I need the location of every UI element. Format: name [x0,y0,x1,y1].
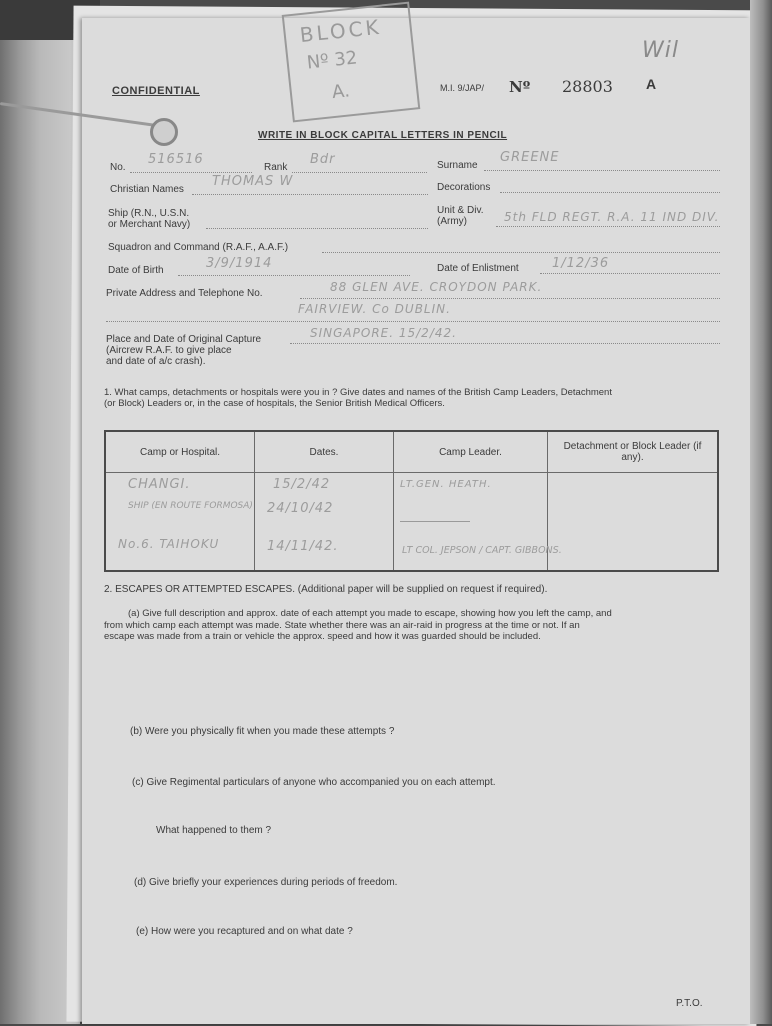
rank-label: Rank [264,162,288,173]
corner-note: Wil [642,38,679,63]
detachment-column [548,473,719,572]
ship-line [206,228,428,229]
question-2b: (b) Were you physically fit when you made these attempts ? [130,726,395,737]
enlistment-label: Date of Enlistment [437,263,519,274]
stamp-line-1: BLOCK [298,14,383,48]
question-2c: (c) Give Regimental particulars of anyone who accompanied you on each attempt. [132,777,496,788]
form-number: 28803 [562,77,613,96]
question-2a-line-3: escape was made from a train or vehicle the approx. speed and how it was guarded should be included. [104,631,541,642]
col-leader-header: Camp Leader. [394,431,548,473]
stamp-line-2: Nº 32 [305,47,359,74]
leader-row-3: LT COL. JEPSON / CAPT. GIBBONS. [402,545,562,556]
ref-prefix: M.I. 9/JAP/ [440,83,485,93]
ship-label-2: or Merchant Navy) [108,219,191,230]
address-line-2 [106,321,720,322]
dob-line [178,275,410,276]
address-value-1: 88 GLEN AVE. CROYDON PARK. [330,280,543,294]
form-suffix: A [646,76,657,92]
date-row-2: 24/10/42 [267,501,334,516]
unit-line [496,226,720,227]
question-2e: (e) How were you recaptured and on what date ? [136,926,353,937]
camp-table [104,430,719,572]
camp-table-body [105,473,718,572]
no-label: No. [110,162,126,173]
address-label: Private Address and Telephone No. [106,288,263,299]
date-row-3: 14/11/42. [267,539,339,554]
ship-label-1: Ship (R.N., U.S.N. [108,208,190,219]
date-row-1: 15/2/42 [273,477,331,492]
question-2a-line-1: (a) Give full description and approx. date of each attempt you made to escape, showing how you left the camp, and [128,608,612,619]
grommet-icon [150,118,178,146]
col-dates-header: Dates. [255,431,394,473]
enlistment-value: 1/12/36 [552,256,610,271]
address-value-2: FAIRVIEW. Co DUBLIN. [298,302,451,316]
pto-label: P.T.O. [676,998,703,1009]
question-2d: (d) Give briefly your experiences during periods of freedom. [134,877,398,888]
camp-row-2: SHIP (EN ROUTE FORMOSA) [128,501,253,511]
no-value: 516516 [148,152,204,167]
dob-value: 3/9/1914 [206,256,273,271]
question-2c-followup: What happened to them ? [156,825,272,836]
unit-label-1: Unit & Div. [437,205,484,216]
dates-column [255,473,394,572]
question-2a-line-2: from which camp each attempt was made. State whether there was an air-raid in progress at the time or not. If an [104,620,580,631]
surname-line [484,170,720,171]
question-1-line-1: 1. What camps, detachments or hospitals were you in ? Give dates and names of the British Camp Leaders, Detachment [104,387,612,398]
camp-row-3: No.6. TAIHOKU [118,537,220,551]
camp-row-1: CHANGI. [128,477,191,492]
unit-value: 5th FLD REGT. R.A. 11 IND DIV. [504,210,720,224]
surname-label: Surname [437,160,478,171]
col-detachment-header: Detachment or Block Leader (if any). [548,431,719,473]
address-line-1 [300,298,720,299]
confidential-label: CONFIDENTIAL [112,85,200,97]
question-1-line-2: (or Block) Leaders or, in the case of hospitals, the Senior British Medical Officers. [104,398,445,409]
col-camp-header: Camp or Hospital. [105,431,255,473]
capture-label-1: Place and Date of Original Capture [106,334,262,345]
enlistment-line [540,273,720,274]
decorations-label: Decorations [437,182,491,193]
capture-line [290,343,720,344]
page-edge [750,0,772,1024]
question-2-heading: 2. ESCAPES OR ATTEMPTED ESCAPES. (Additional paper will be supplied on request if required). [104,584,548,595]
squadron-label: Squadron and Command (R.A.F., A.A.F.) [108,242,289,253]
christian-names-value: THOMAS W [212,174,294,189]
stamp-line-3: A. [331,80,351,104]
capture-value: SINGAPORE. 15/2/42. [310,326,457,340]
block-stamp [282,2,421,123]
rank-line [292,172,427,173]
capture-label-3: and date of a/c crash). [106,356,206,367]
leader-divider [400,521,470,522]
christian-names-line [192,194,428,195]
capture-label-2: (Aircrew R.A.F. to give place [106,345,232,356]
squadron-line [322,252,720,253]
no-line [130,172,252,173]
surname-value: GREENE [500,150,560,165]
dob-label: Date of Birth [108,265,164,276]
christian-names-label: Christian Names [110,184,184,195]
leader-row-1: LT.GEN. HEATH. [400,479,492,490]
camp-table-header [105,431,718,473]
unit-label-2: (Army) [437,216,467,227]
instruction-heading: WRITE IN BLOCK CAPITAL LETTERS IN PENCIL [258,130,508,141]
decorations-line [500,192,720,193]
number-label: Nº [509,78,531,96]
rank-value: Bdr [310,152,336,167]
leader-column [394,473,562,572]
camp-column [105,473,255,572]
